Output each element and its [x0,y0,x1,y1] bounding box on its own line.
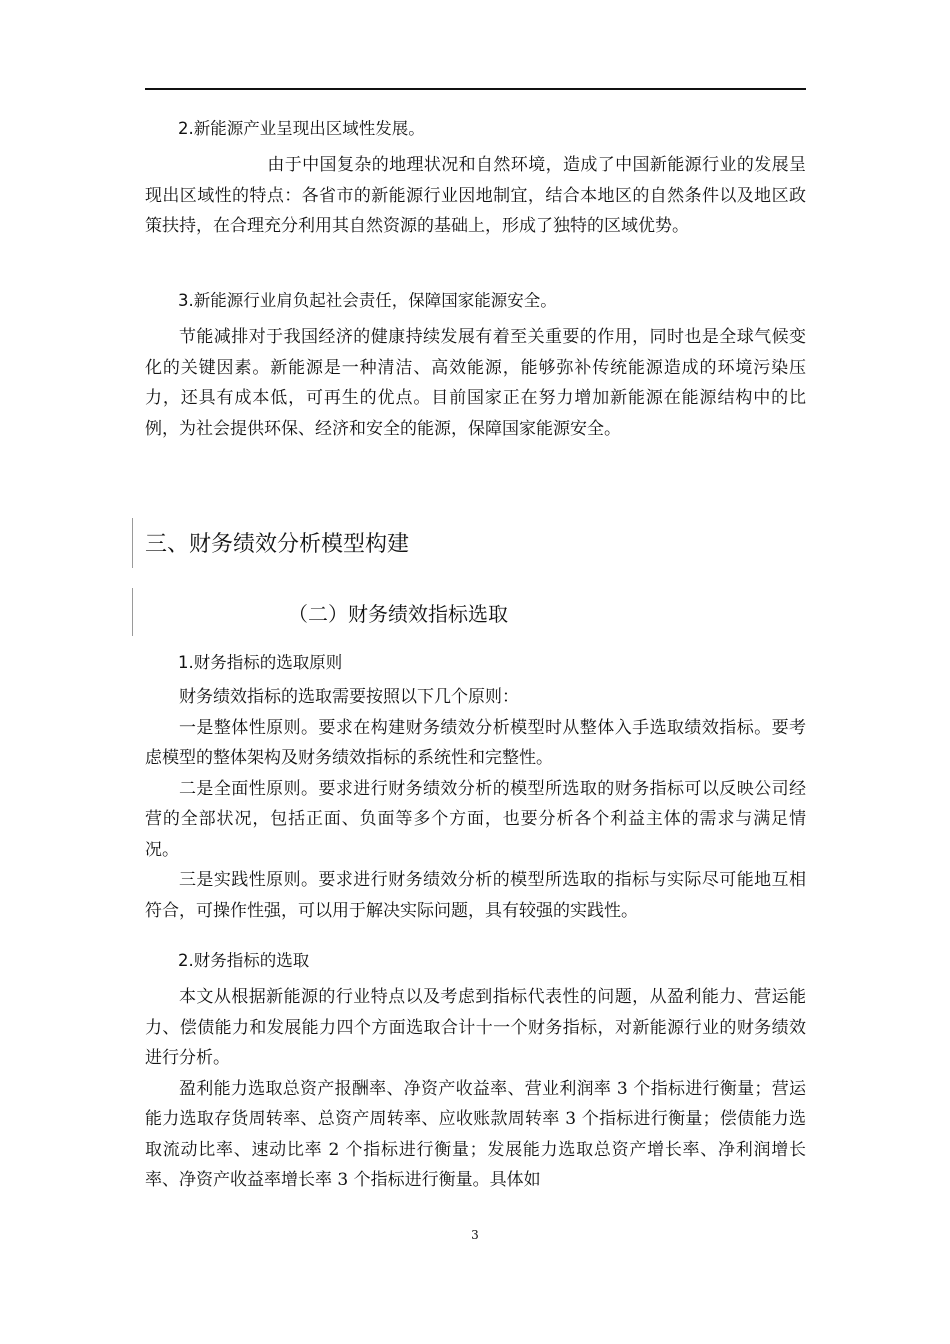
subsection-heading: 2.财务指标的选取 [178,951,310,970]
subsection-heading: 2.新能源产业呈现出区域性发展。 [178,119,425,138]
subsection-heading: 1.财务指标的选取原则 [178,653,343,672]
paragraph: 二是全面性原则。要求进行财务绩效分析的模型所选取的财务指标可以反映公司经营的全部状况，包括正面、负面等多个方面，也要分析各个利益主体的需求与满足情况。 [145,778,806,860]
paragraph: 一是整体性原则。要求在构建财务绩效分析模型时从整体入手选取绩效指标。要考虑模型的整体架构及财务绩效指标的系统性和完整性。 [145,717,806,768]
section-2-2 [145,114,806,242]
header-rule [145,88,806,90]
paragraph: 财务绩效指标的选取需要按照以下几个原则： [179,687,519,707]
subsection-heading: 3.新能源行业肩负起社会责任，保障国家能源安全。 [178,291,557,310]
section-title: （二）财务绩效指标选取 [288,602,508,626]
heading-marker-bar [132,588,133,636]
part-1-selection-principles [145,648,806,926]
page-number: 3 [471,1228,479,1242]
heading-marker-bar [132,518,133,568]
paragraph: 由于中国复杂的地理状况和自然环境，造成了中国新能源行业的发展呈现出区域性的特点：各省市的新能源行业因地制宜，结合本地区的自然条件以及地区政策扶持，在合理充分利用其自然资源的基础上，形成了独特的区域优势。 [145,155,806,236]
paragraph: 盈利能力选取总资产报酬率、净资产收益率、营业利润率 3 个指标进行衡量；营运能力选取存货周转率、总资产周转率、应收账款周转率 3 个指标进行衡量；偿债能力选取流动比率、速动比率 2 个指标进行衡量；发展能力选取总资产增长率、净利润增长率、净资产收益率增长率 3 个指标进行衡量。具体如 [145,1078,806,1190]
paragraph: 三是实践性原则。要求进行财务绩效分析的模型所选取的指标与实际尽可能地互相符合，可操作性强，可以用于解决实际问题，具有较强的实践性。 [145,870,806,921]
part-2-indicator-selection [145,946,806,1196]
section-2-3 [145,286,806,444]
paragraph: 本文从根据新能源的行业特点以及考虑到指标代表性的问题，从盈利能力、营运能力、偿债能力和发展能力四个方面选取合计十一个财务指标，对新能源行业的财务绩效进行分析。 [145,987,806,1068]
paragraph: 节能减排对于我国经济的健康持续发展有着至关重要的作用，同时也是全球气候变化的关键因素。新能源是一种清洁、高效能源，能够弥补传统能源造成的环境污染压力，还具有成本低，可再生的优点。目前国家正在努力增加新能源在能源结构中的比例，为社会提供环保、经济和安全的能源，保障国家能源安全。 [145,327,806,439]
chapter-title: 三、财务绩效分析模型构建 [145,532,410,557]
